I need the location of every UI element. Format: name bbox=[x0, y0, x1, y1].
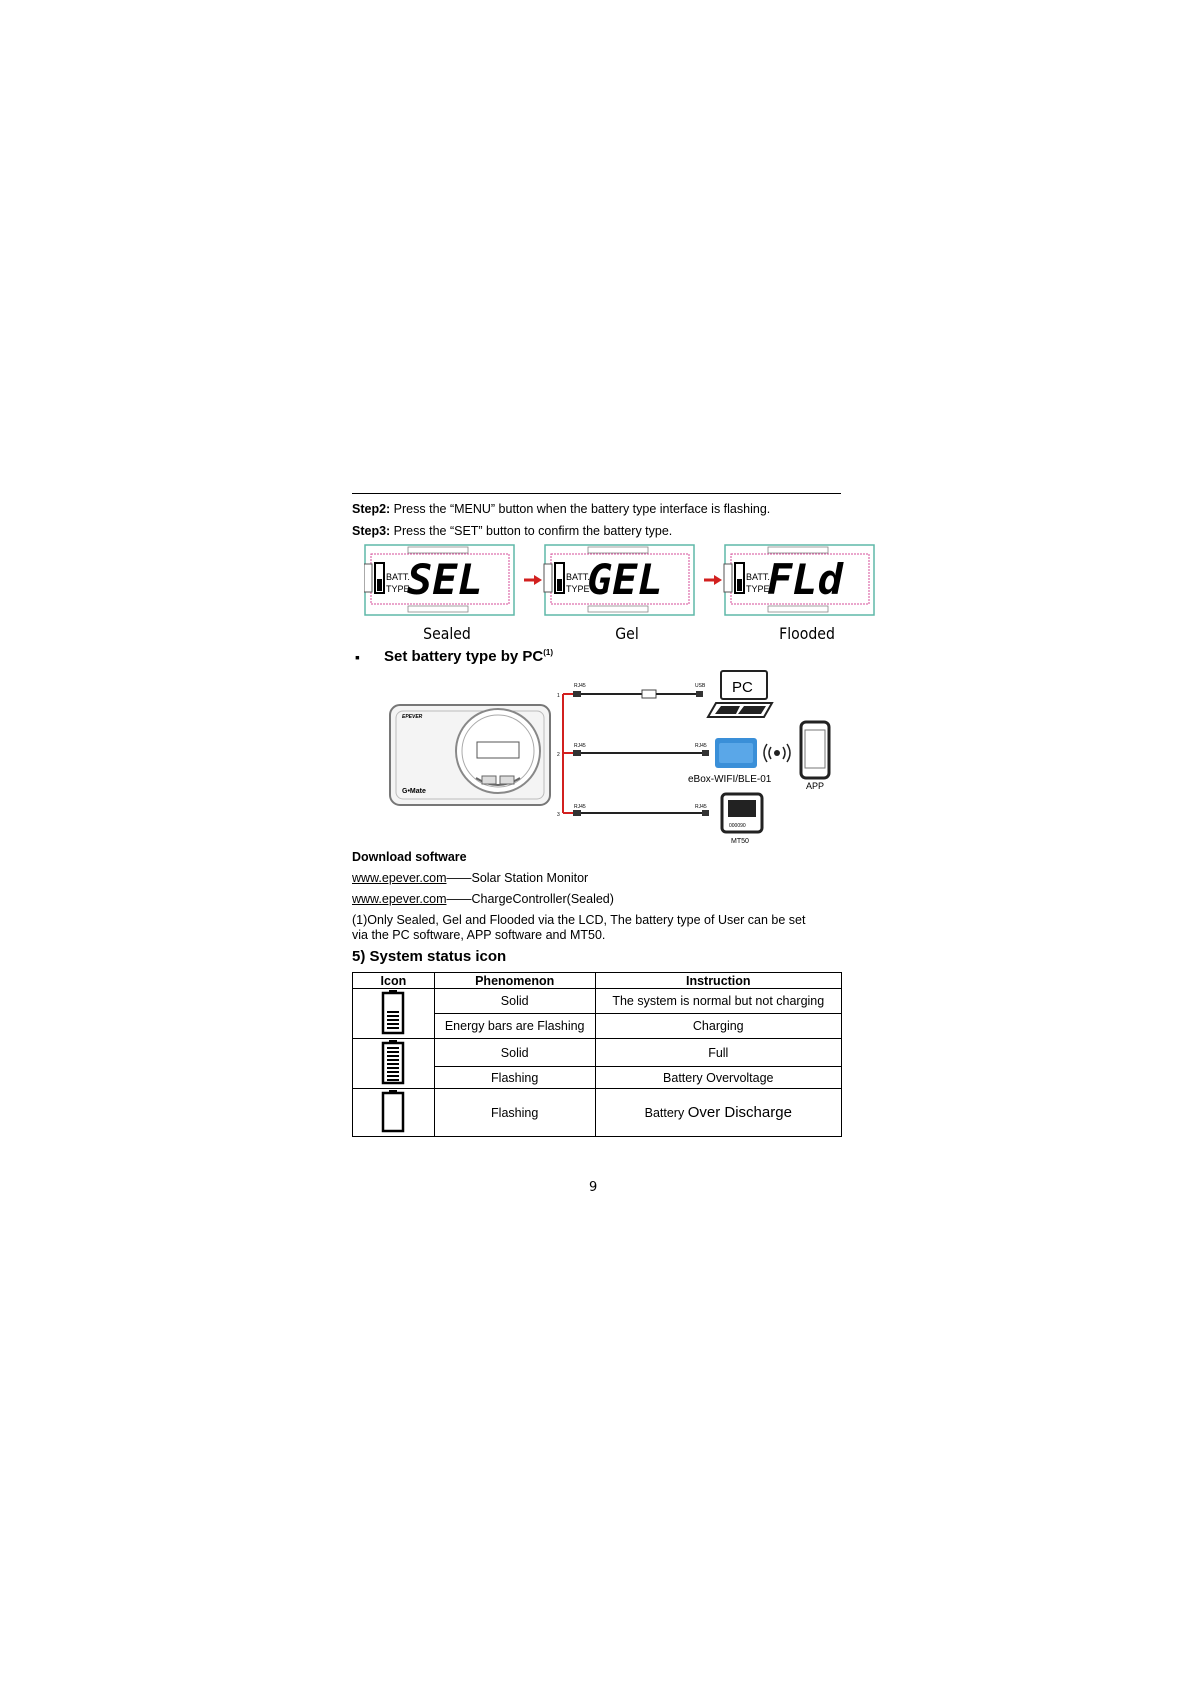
svg-text:APP: APP bbox=[806, 781, 825, 791]
step3-line: Step3: Press the “SET” button to confirm the battery type. bbox=[352, 524, 673, 538]
pc-section-title: Set battery type by PC$^{(1)}$ bbox=[384, 648, 553, 665]
svg-text:TYPE: TYPE bbox=[566, 584, 590, 594]
step2-line: Step2: Press the “MENU” button when the battery type interface is flashing. bbox=[352, 502, 771, 516]
port-bracket bbox=[557, 693, 573, 818]
header-icon: Icon bbox=[353, 973, 435, 989]
table-row bbox=[353, 1039, 842, 1067]
svg-text:FLd: FLd bbox=[767, 555, 843, 604]
battery-full-icon bbox=[381, 1039, 405, 1085]
download-link[interactable]: www.epever.com bbox=[352, 871, 447, 885]
download-line: www.epever.com——ChargeController(Sealed) bbox=[352, 892, 614, 906]
svg-text:BATT.: BATT. bbox=[566, 572, 590, 582]
connection-diagram bbox=[388, 665, 838, 850]
svg-text:RJ45: RJ45 bbox=[574, 683, 586, 689]
svg-text:1: 1 bbox=[557, 693, 560, 699]
icon-cell bbox=[353, 989, 435, 1039]
download-line: www.epever.com——Solar Station Monitor bbox=[352, 871, 589, 885]
instruction-cell: Full bbox=[595, 1039, 841, 1067]
footnote-line-2: via the PC software, APP software and MT50. bbox=[352, 928, 606, 942]
svg-text:USB: USB bbox=[695, 683, 706, 689]
phenomenon-cell: Flashing bbox=[434, 1067, 595, 1089]
instruction-cell: Battery Overvoltage bbox=[595, 1067, 841, 1089]
svg-text:eBox-WIFI/BLE-01: eBox-WIFI/BLE-01 bbox=[688, 774, 772, 785]
svg-text:TYPE: TYPE bbox=[386, 584, 410, 594]
phenomenon-cell: Energy bars are Flashing bbox=[434, 1014, 595, 1039]
lcd-panel-gel bbox=[544, 545, 694, 615]
download-link[interactable]: www.epever.com bbox=[352, 892, 447, 906]
controller-device bbox=[390, 705, 550, 805]
smartphone-icon bbox=[801, 722, 829, 791]
download-heading: Download software bbox=[352, 850, 467, 864]
svg-text:RJ45: RJ45 bbox=[574, 804, 586, 810]
svg-text:RJ45: RJ45 bbox=[695, 804, 707, 810]
lcd-caption-sealed: Sealed bbox=[423, 624, 471, 643]
connection-diagram-graphic bbox=[388, 665, 838, 850]
battery-empty-icon bbox=[381, 1089, 405, 1133]
laptop-icon bbox=[708, 671, 772, 717]
phenomenon-cell: Flashing bbox=[434, 1089, 595, 1137]
svg-text:TYPE: TYPE bbox=[746, 584, 770, 594]
svg-text:SEL: SEL bbox=[407, 555, 483, 604]
instruction-cell: The system is normal but not charging bbox=[595, 989, 841, 1014]
svg-text:BATT.: BATT. bbox=[746, 572, 770, 582]
svg-text:RJ45: RJ45 bbox=[695, 743, 707, 749]
svg-text:BATT.: BATT. bbox=[386, 572, 410, 582]
svg-text:PC: PC bbox=[732, 679, 753, 696]
svg-text:EPEVER: EPEVER bbox=[402, 714, 423, 720]
page-number: 9 bbox=[589, 1180, 598, 1195]
svg-text:RJ45: RJ45 bbox=[574, 743, 586, 749]
svg-text:G•Mate: G•Mate bbox=[402, 788, 426, 795]
table-row bbox=[353, 1089, 842, 1137]
cable-pc bbox=[573, 683, 706, 698]
battery-partial-icon bbox=[381, 989, 405, 1035]
svg-text:MT50: MT50 bbox=[731, 838, 749, 845]
cable-mt50 bbox=[573, 804, 709, 816]
footnote-line-1: (1)Only Sealed, Gel and Flooded via the LCD, The battery type of User can be set bbox=[352, 913, 806, 927]
cable-ebox bbox=[573, 743, 709, 756]
status-table bbox=[352, 972, 842, 1137]
instruction-cell: Battery Over Discharge bbox=[595, 1089, 841, 1137]
arrow-right-icon bbox=[524, 575, 542, 585]
lcd-caption-gel: Gel bbox=[615, 624, 639, 643]
bullet-icon: ▪ bbox=[355, 649, 360, 665]
lcd-panel-flooded bbox=[724, 545, 874, 615]
icon-cell bbox=[353, 1089, 435, 1137]
instruction-cell: Charging bbox=[595, 1014, 841, 1039]
wireless-icon bbox=[764, 744, 790, 762]
phenomenon-cell: Solid bbox=[434, 989, 595, 1014]
svg-text:3: 3 bbox=[557, 812, 560, 818]
svg-text:2: 2 bbox=[557, 752, 560, 758]
icon-cell bbox=[353, 1039, 435, 1089]
table-row bbox=[353, 989, 842, 1014]
lcd-panel-sealed bbox=[364, 545, 514, 615]
svg-text:000090: 000090 bbox=[729, 823, 746, 829]
header-rule bbox=[352, 493, 841, 494]
status-section-title: 5) System status icon bbox=[352, 948, 507, 965]
mt50-device bbox=[722, 794, 762, 845]
lcd-caption-flooded: Flooded bbox=[779, 624, 835, 643]
arrow-right-icon bbox=[704, 575, 722, 585]
svg-text:GEL: GEL bbox=[587, 555, 663, 604]
header-instruction: Instruction bbox=[595, 973, 841, 989]
phenomenon-cell: Solid bbox=[434, 1039, 595, 1067]
header-phenomenon: Phenomenon bbox=[434, 973, 595, 989]
